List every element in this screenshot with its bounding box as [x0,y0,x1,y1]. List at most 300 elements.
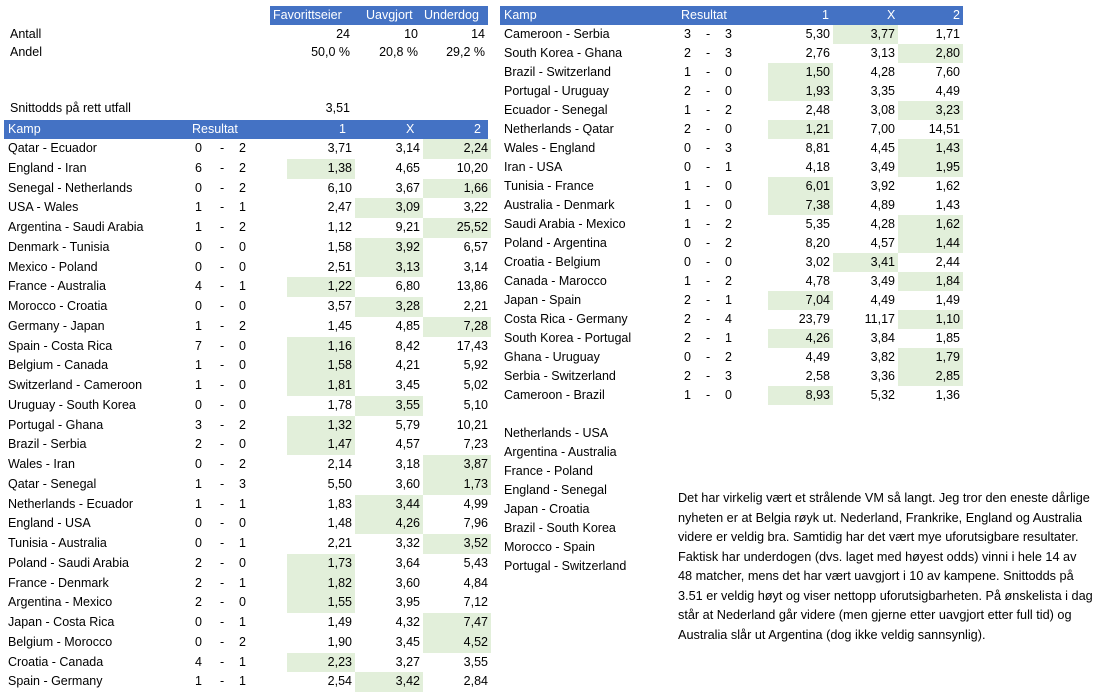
odds-home: 1,32 [287,416,355,436]
home-goals: 0 [684,141,691,155]
odds-home: 7,38 [768,196,833,215]
odds-draw: 3,49 [870,274,895,288]
odds-home: 23,79 [798,312,830,326]
odds-draw: 4,85 [395,318,420,333]
score-dash: - [706,122,711,136]
away-goals: 3 [239,476,246,491]
odds-home: 1,38 [287,159,355,179]
away-goals: 0 [725,84,732,98]
header-kamp: Kamp [504,8,537,22]
odds-away: 3,14 [463,259,488,274]
score-dash: - [220,259,225,274]
away-goals: 1 [725,160,732,174]
odds-draw: 3,14 [395,141,420,155]
odds-home: 6,10 [327,180,352,195]
match-name: South Korea - Portugal [504,331,632,345]
away-goals: 1 [239,496,246,511]
away-goals: 2 [239,180,246,195]
score-dash: - [220,634,225,649]
odds-draw: 3,44 [355,495,423,515]
table-row [500,215,963,234]
odds-away: 1,95 [898,158,963,177]
away-goals: 0 [725,179,732,193]
score-dash: - [706,84,711,98]
home-goals: 1 [684,198,691,212]
away-goals: 1 [239,536,246,550]
upcoming-match: Portugal - Switzerland [504,559,627,573]
match-name: Japan - Spain [504,293,582,307]
table-row [4,475,488,495]
away-goals: 0 [239,397,246,412]
away-goals: 2 [725,103,732,117]
odds-home: 8,20 [805,236,830,250]
odds-away: 1,62 [898,215,963,234]
odds-away: 2,44 [935,255,960,269]
score-dash: - [220,318,225,333]
home-goals: 0 [195,141,202,155]
odds-home: 2,76 [805,46,830,60]
odds-home: 1,90 [327,634,352,649]
score-dash: - [220,220,225,234]
home-goals: 0 [195,259,202,274]
table-row [4,297,488,317]
match-name: Belgium - Canada [8,358,109,373]
home-goals: 1 [195,358,202,373]
score-dash: - [220,141,225,155]
match-name: Cameroon - Serbia [504,27,610,41]
odds-draw: 3,45 [395,634,420,649]
odds-home: 7,04 [768,291,833,310]
home-goals: 0 [195,516,202,531]
match-name: Wales - England [504,141,596,155]
odds-draw: 3,13 [870,46,895,60]
score-dash: - [706,217,711,231]
score-dash: - [706,255,711,269]
odds-draw: 3,82 [870,350,895,364]
table-row [500,386,963,405]
match-name: Qatar - Ecuador [8,141,97,155]
away-goals: 2 [725,217,732,231]
match-name: France - Australia [8,279,106,294]
header-favorittseier: Favorittseier [273,8,342,22]
match-name: Canada - Marocco [504,274,607,288]
score-dash: - [220,160,225,175]
odds-home: 1,83 [327,496,352,511]
score-dash: - [220,417,225,432]
score-dash: - [220,555,225,570]
odds-home: 1,21 [768,120,833,139]
match-name: Portugal - Ghana [8,417,104,432]
away-goals: 0 [239,239,246,254]
odds-away: 2,24 [423,139,491,159]
score-dash: - [220,437,225,452]
away-goals: 1 [239,674,246,689]
odds-draw: 3,41 [833,253,898,272]
away-goals: 0 [239,378,246,392]
odds-away: 5,43 [463,555,488,570]
score-dash: - [706,46,711,60]
odds-home: 1,47 [287,435,355,455]
away-goals: 2 [239,220,246,234]
odds-draw: 4,28 [870,65,895,79]
table-row [4,198,488,218]
table-row [4,416,488,436]
away-goals: 3 [725,46,732,60]
away-goals: 2 [239,457,246,471]
away-goals: 2 [239,141,246,155]
away-goals: 2 [725,350,732,364]
away-goals: 0 [239,358,246,373]
table-row [4,337,488,357]
match-name: Croatia - Canada [8,654,104,669]
odds-draw: 3,08 [870,103,895,117]
odds-home: 1,93 [768,82,833,101]
upcoming-match: England - Senegal [504,483,607,497]
odds-draw: 3,84 [870,331,895,345]
home-goals: 0 [684,160,691,174]
odds-home: 1,81 [287,376,355,396]
home-goals: 2 [684,46,691,60]
odds-away: 17,43 [456,338,488,353]
header-underdog: Underdog [424,8,479,22]
odds-away: 1,71 [935,27,960,41]
home-goals: 1 [684,103,691,117]
match-name: Brazil - Switzerland [504,65,611,79]
score-dash: - [706,236,711,250]
match-name: Poland - Argentina [504,236,607,250]
upcoming-match: Netherlands - USA [504,426,609,440]
match-name: South Korea - Ghana [504,46,623,60]
match-name: Cameroon - Brazil [504,388,605,402]
home-goals: 1 [195,220,202,234]
table-row [500,25,963,44]
odds-draw: 3,60 [395,476,420,491]
match-name: Spain - Costa Rica [8,338,113,353]
table-row [4,159,488,179]
odds-draw: 7,00 [870,122,895,136]
away-goals: 1 [239,615,246,629]
odds-away: 1,43 [935,198,960,212]
home-goals: 0 [195,239,202,254]
match-name: USA - Wales [8,200,79,215]
odds-home: 8,93 [768,386,833,405]
away-goals: 0 [239,259,246,274]
odds-home: 3,71 [327,141,352,155]
match-name: Morocco - Croatia [8,299,108,313]
score-dash: - [706,274,711,288]
home-goals: 2 [195,575,202,590]
upcoming-match: Japan - Croatia [504,502,590,516]
table-row [500,329,963,348]
score-dash: - [706,65,711,79]
home-goals: 0 [195,180,202,195]
odds-draw: 4,57 [395,437,420,452]
away-goals: 0 [725,65,732,79]
away-goals: 1 [239,200,246,215]
odds-draw: 3,92 [870,179,895,193]
odds-home: 2,14 [327,457,352,471]
home-goals: 0 [195,536,202,550]
odds-home: 5,30 [805,27,830,41]
right-table-header [500,6,963,25]
header-resultat: Resultat [192,122,238,136]
home-goals: 1 [195,674,202,689]
header-odds-2: 2 [474,122,481,136]
home-goals: 2 [684,293,691,307]
odds-away: 1,36 [935,388,960,402]
odds-draw: 3,09 [355,198,423,218]
odds-home: 1,82 [287,574,355,594]
home-goals: 2 [684,312,691,326]
odds-away: 4,99 [463,496,488,511]
match-name: Japan - Costa Rica [8,615,115,629]
odds-away: 3,22 [463,200,488,215]
upcoming-match: Brazil - South Korea [504,521,616,535]
snittodds-label: Snittodds på rett utfall [10,101,131,115]
odds-draw: 4,45 [870,141,895,155]
odds-away: 1,85 [935,331,960,345]
odds-away: 10,21 [456,417,488,432]
header-odds-1: 1 [339,122,346,136]
odds-away: 5,92 [463,358,488,373]
odds-draw: 3,28 [355,297,423,317]
away-goals: 4 [725,312,732,326]
score-dash: - [706,103,711,117]
score-dash: - [220,358,225,373]
table-row [4,179,488,199]
table-row [500,272,963,291]
odds-draw: 3,55 [355,396,423,416]
match-name: Wales - Iran [8,457,75,471]
home-goals: 2 [684,84,691,98]
odds-away: 5,02 [463,378,488,392]
away-goals: 0 [725,198,732,212]
match-name: Denmark - Tunisia [8,239,110,254]
table-row [4,356,488,376]
match-name: Ghana - Uruguay [504,350,600,364]
odds-home: 2,54 [327,674,352,689]
home-goals: 1 [684,179,691,193]
upcoming-match: Argentina - Australia [504,445,617,459]
table-row [4,277,488,297]
odds-home: 4,18 [805,160,830,174]
score-dash: - [220,279,225,294]
odds-home: 1,12 [327,220,352,234]
score-dash: - [706,312,711,326]
score-dash: - [706,179,711,193]
table-row [500,367,963,386]
home-goals: 0 [684,350,691,364]
match-name: Spain - Germany [8,674,103,689]
home-goals: 2 [684,331,691,345]
score-dash: - [706,331,711,345]
odds-home: 2,47 [327,200,352,215]
odds-home: 4,49 [805,350,830,364]
match-name: Australia - Denmark [504,198,615,212]
antall-uavgjort: 10 [404,27,418,41]
odds-home: 1,49 [327,615,352,629]
snittodds-value: 3,51 [325,101,350,115]
odds-away: 3,55 [463,654,488,669]
table-row [500,139,963,158]
home-goals: 1 [684,388,691,402]
odds-draw: 4,32 [395,615,420,629]
table-row [500,348,963,367]
home-goals: 1 [684,274,691,288]
odds-away: 4,52 [423,633,491,653]
header-odds-2: 2 [953,8,960,22]
antall-underdog: 14 [471,27,485,41]
match-name: England - Iran [8,160,87,175]
odds-draw: 3,60 [395,575,420,590]
away-goals: 3 [725,369,732,383]
away-goals: 3 [725,141,732,155]
match-name: Ecuador - Senegal [504,103,608,117]
away-goals: 2 [725,236,732,250]
odds-away: 14,51 [928,122,960,136]
away-goals: 2 [239,160,246,175]
table-row [4,534,488,554]
odds-home: 1,78 [327,397,352,412]
odds-draw: 4,65 [395,160,420,175]
odds-away: 5,10 [463,397,488,412]
odds-draw: 9,21 [395,220,420,234]
score-dash: - [220,457,225,471]
match-name: Brazil - Serbia [8,437,87,452]
odds-home: 2,58 [805,369,830,383]
odds-away: 1,49 [935,293,960,307]
match-name: Poland - Saudi Arabia [8,555,129,570]
table-row [4,613,488,633]
table-row [500,196,963,215]
home-goals: 1 [195,476,202,491]
upcoming-match: France - Poland [504,464,593,478]
score-dash: - [706,141,711,155]
match-name: Tunisia - Australia [8,536,107,550]
odds-away: 3,52 [423,534,491,554]
home-goals: 0 [684,236,691,250]
odds-away: 3,23 [898,101,963,120]
odds-home: 1,73 [287,554,355,574]
away-goals: 0 [239,338,246,353]
match-name: Germany - Japan [8,318,105,333]
table-row [4,317,488,337]
odds-away: 1,79 [898,348,963,367]
antall-label: Antall [10,27,42,41]
odds-draw: 3,32 [395,536,420,550]
table-row [500,291,963,310]
score-dash: - [220,397,225,412]
table-row [4,653,488,673]
score-dash: - [706,198,711,212]
home-goals: 2 [195,595,202,610]
table-row [4,238,488,258]
away-goals: 3 [725,27,732,41]
score-dash: - [220,378,225,392]
score-dash: - [220,299,225,313]
odds-home: 2,51 [327,259,352,274]
table-row [4,139,488,159]
match-name: Switzerland - Cameroon [8,378,143,392]
odds-draw: 3,64 [395,555,420,570]
home-goals: 2 [684,122,691,136]
odds-away: 7,23 [463,437,488,452]
table-row [4,672,488,692]
odds-home: 1,55 [287,593,355,613]
home-goals: 0 [195,299,202,313]
table-row [500,101,963,120]
away-goals: 1 [725,331,732,345]
match-name: Netherlands - Qatar [504,122,614,136]
away-goals: 1 [725,293,732,307]
match-name: Argentina - Mexico [8,595,113,610]
andel-label: Andel [10,45,42,59]
odds-home: 5,50 [327,476,352,491]
odds-draw: 11,17 [864,312,895,326]
header-uavgjort: Uavgjort [366,8,413,22]
score-dash: - [220,536,225,550]
away-goals: 0 [239,299,246,313]
home-goals: 6 [195,160,202,175]
score-dash: - [706,350,711,364]
table-row [500,63,963,82]
odds-draw: 3,35 [870,84,895,98]
score-dash: - [220,476,225,491]
odds-away: 10,20 [456,160,488,175]
away-goals: 2 [239,417,246,432]
home-goals: 0 [195,457,202,471]
odds-draw: 4,21 [395,358,420,373]
header-kamp: Kamp [8,122,41,136]
home-goals: 4 [195,654,202,669]
odds-draw: 4,26 [355,514,423,534]
summary-header [270,6,488,25]
odds-away: 1,43 [898,139,963,158]
odds-draw: 3,36 [870,369,895,383]
odds-draw: 3,92 [355,238,423,258]
odds-home: 1,16 [287,337,355,357]
match-name: Qatar - Senegal [8,476,97,491]
table-row [500,120,963,139]
odds-away: 3,87 [423,455,491,475]
table-row [500,158,963,177]
match-name: Uruguay - South Korea [8,397,136,412]
odds-away: 6,57 [463,239,488,254]
odds-draw: 3,95 [395,595,420,610]
odds-home: 3,02 [805,255,830,269]
table-row [4,495,488,515]
score-dash: - [220,575,225,590]
away-goals: 0 [725,255,732,269]
away-goals: 1 [239,575,246,590]
odds-draw: 3,18 [395,457,420,471]
odds-away: 7,47 [423,613,491,633]
away-goals: 1 [239,279,246,294]
score-dash: - [220,595,225,610]
odds-away: 1,62 [935,179,960,193]
odds-home: 1,22 [287,277,355,297]
odds-home: 3,57 [327,299,352,313]
odds-away: 1,10 [898,310,963,329]
score-dash: - [220,516,225,531]
home-goals: 2 [684,369,691,383]
odds-draw: 6,80 [395,279,420,294]
table-row [4,554,488,574]
home-goals: 0 [195,615,202,629]
home-goals: 0 [195,634,202,649]
odds-home: 1,45 [327,318,352,333]
odds-draw: 4,89 [870,198,895,212]
